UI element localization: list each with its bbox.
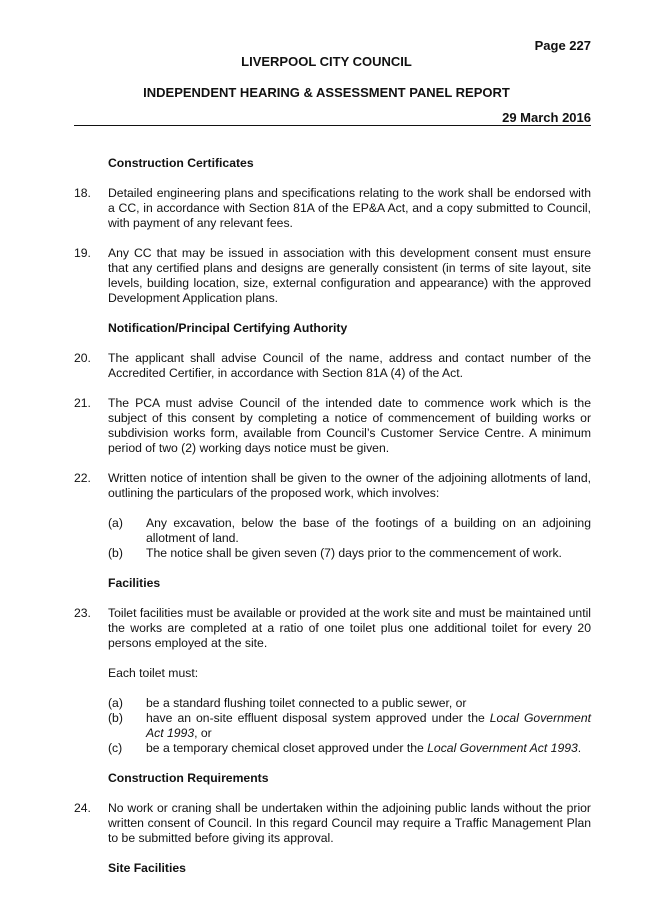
- sub-item-text: The notice shall be given seven (7) days prior to the commencement of work.: [146, 546, 562, 560]
- sub-item-letter: (c): [108, 741, 123, 755]
- sub-item-text: [146, 711, 591, 741]
- sub-item-letter: (a): [108, 516, 123, 530]
- sub-item-text-post: , or: [194, 726, 212, 740]
- sub-item-text-pre: be a temporary chemical closet approved under the: [146, 741, 428, 755]
- act-name: Local Government Act 1993: [427, 741, 578, 755]
- condition-19: [74, 246, 591, 306]
- condition-22: [74, 471, 591, 501]
- sub-item-letter: (b): [108, 546, 123, 560]
- condition-text: The applicant shall advise Council of the name, address and contact number of the Accredited Certifier, in accordance with Section 81A (4) of the Act.: [108, 351, 591, 380]
- section-heading-facilities: Facilities: [108, 576, 161, 590]
- act-name: Local Government Act 1993: [146, 711, 592, 740]
- section-heading-construction-certificates: Construction Certificates: [108, 156, 254, 170]
- section-heading-construction-requirements: Construction Requirements: [108, 771, 269, 785]
- header-divider: [74, 125, 591, 126]
- spacer: [74, 756, 591, 771]
- condition-text: Written notice of intention shall be given to the owner of the adjoining allotments of land, outlining the particulars of the proposed work, which involves:: [108, 471, 591, 500]
- condition-number: 21.: [74, 396, 91, 410]
- section-heading-notification: Notification/Principal Certifying Authority: [108, 321, 348, 335]
- section-heading-site-facilities: Site Facilities: [108, 861, 186, 875]
- council-name: LIVERPOOL CITY COUNCIL: [241, 54, 412, 69]
- report-body: [74, 156, 591, 891]
- each-toilet-intro: Each toilet must:: [108, 666, 199, 680]
- condition-23-sub-a: [108, 696, 591, 711]
- sub-item-text: be a standard flushing toilet connected to a public sewer, or: [146, 696, 467, 710]
- condition-24: [74, 801, 591, 846]
- condition-number: 24.: [74, 801, 91, 815]
- condition-number: 22.: [74, 471, 91, 485]
- page-number: Page 227: [534, 38, 591, 53]
- condition-text: Detailed engineering plans and specifications relating to the work shall be endorsed with a CC, in accordance with Section 81A of the EP&A Act, and a copy submitted to Council, with payment of any relevant fees.: [108, 186, 591, 230]
- condition-text: Any CC that may be issued in association with this development consent must ensure that any certified plans and designs are generally consistent (in terms of site layout, site levels, building location, size, external configuration and appearance) with the approved Development Application plans.: [108, 246, 591, 305]
- condition-number: 23.: [74, 606, 91, 620]
- sub-item-text-post: .: [577, 741, 582, 755]
- condition-20: [74, 351, 591, 381]
- condition-18: [74, 186, 591, 231]
- condition-22-sub-b: [108, 546, 591, 561]
- condition-number: 19.: [74, 246, 91, 260]
- condition-21: [74, 396, 591, 456]
- condition-number: 18.: [74, 186, 91, 200]
- condition-number: 20.: [74, 351, 91, 365]
- condition-23-sub-b: [108, 711, 591, 741]
- condition-23: [74, 606, 591, 651]
- condition-22-sub-a: [108, 516, 591, 546]
- spacer: [74, 561, 591, 576]
- sub-item-letter: (a): [108, 696, 123, 710]
- sub-item-text-pre: have an on-site effluent disposal system approved under the: [146, 711, 490, 725]
- condition-text: Toilet facilities must be available or provided at the work site and must be maintained until the works are completed at a ratio of one toilet plus one additional toilet for every 20 persons employed at the site.: [108, 606, 591, 650]
- report-date: 29 March 2016: [502, 110, 591, 125]
- sub-item-text: [146, 741, 591, 756]
- sub-item-text: Any excavation, below the base of the footings of a building on an adjoining allotment of land.: [146, 516, 591, 545]
- condition-text: No work or craning shall be undertaken within the adjoining public lands without the prior written consent of Council. In this regard Council may require a Traffic Management Plan to be submitted before giving its approval.: [108, 801, 591, 845]
- condition-23-sub-c: [108, 741, 591, 756]
- sub-item-letter: (b): [108, 711, 123, 725]
- report-title: INDEPENDENT HEARING & ASSESSMENT PANEL REPORT: [143, 85, 510, 100]
- condition-text: The PCA must advise Council of the intended date to commence work which is the subject of this consent by completing a notice of commencement of building works or subdivision works form, available from Council’s Customer Service Centre. A minimum period of two (2) working days notice must be given.: [108, 396, 591, 455]
